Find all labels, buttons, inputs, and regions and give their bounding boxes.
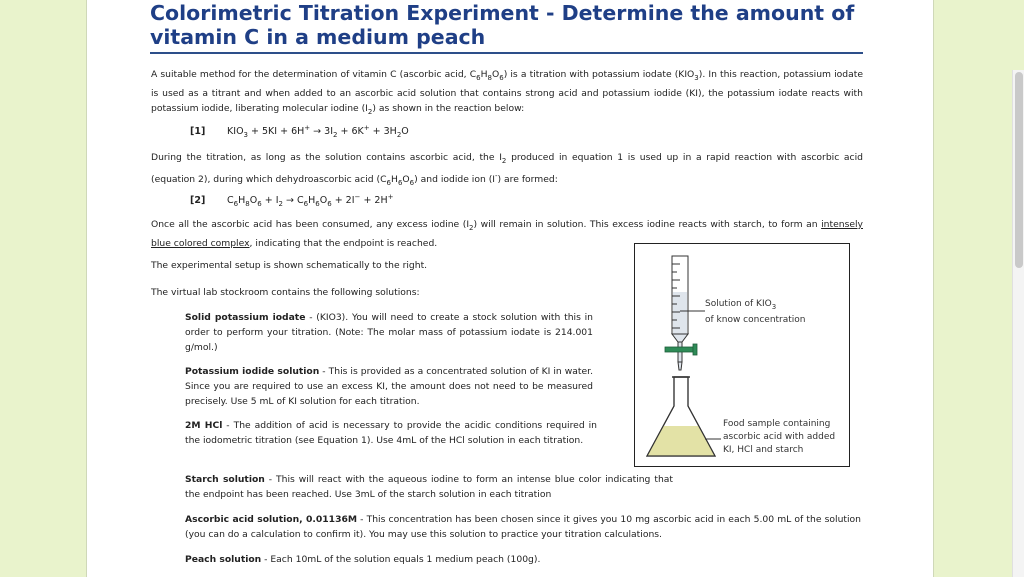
burette-icon xyxy=(672,256,688,370)
page-title: Colorimetric Titration Experiment - Determine the amount of vitamin C in a medium peach xyxy=(150,1,855,49)
titration-diagram xyxy=(634,243,850,467)
item-potassium-iodide: Potassium iodide solution - This is provided as a concentrated solution of KI in water. Since you are required to use an excess KI, the amount does not need to be measured precisely. Use 5 mL of KI solution for each titration. xyxy=(185,366,594,407)
setup-text: The experimental setup is shown schematically to the right. xyxy=(151,260,428,271)
item-hcl: 2M HCl - The addition of acid is necessary to provide the acidic conditions required in the iodometric titration (see Equation 1). Use 4mL of the HCl solution in each titration. xyxy=(185,420,597,446)
blue-complex-link[interactable]: intensely blue colored complex xyxy=(151,219,863,249)
equation-2: [2] $C_6H_8O_6 + I_2 \to C_6H_6O_6 + 2I^- + 2H^+$ xyxy=(190,193,394,209)
burette-label: Solution of $KIO_3$ of know concentration xyxy=(705,299,806,325)
item-peach-solution: Peach solution - Each 10mL of the solution equals 1 medium peach (100g). xyxy=(185,554,541,565)
item-ascorbic-acid: Ascorbic acid solution, 0.01136M - This concentration has been chosen since it gives you 10 mg ascorbic acid in each 5.00 mL of the solution (you can do a calculation to confirm it). You may use this solution to practice your titration calculations. xyxy=(185,514,861,540)
endpoint-paragraph: Once all the ascorbic acid has been consumed, any excess iodine $(I_2)$ will remain in solution. This excess iodine reacts with starch, to form an intensely blue colored complex, indicating that the endpoint is reached. xyxy=(151,219,863,249)
vertical-scrollbar[interactable] xyxy=(1012,70,1024,577)
title-divider xyxy=(150,52,863,54)
erlenmeyer-flask-icon xyxy=(647,377,715,456)
equation-1: [1] $KIO_3 + 5KI + 6H^+ \to 3I_2 + 6K^+ + 3H_2O$ xyxy=(190,124,409,140)
intro-paragraph: A suitable method for the determination of vitamin C (ascorbic acid, $C_6H_8O_6$) is a titration with potassium iodate $(KIO_3)$. In this reaction, potassium iodate is used as a titrant and when added to an ascorbic acid solution that contains strong acid and potassium iodide (KI), the potassium iodate reacts with potassium iodide, liberating molecular iodine $(I_2)$ as shown in the reaction below: xyxy=(151,69,863,116)
stockroom-text: The virtual lab stockroom contains the following solutions: xyxy=(151,287,420,298)
flask-label: Food sample containing ascorbic acid with added KI, HCl and starch xyxy=(723,419,836,455)
item-starch: Starch solution - This will react with the aqueous iodine to form an intense blue color indicating that the endpoint has been reached. Use 3mL of the starch solution in each titration xyxy=(185,474,673,500)
item-solid-potassium-iodate: Solid potassium iodate - (KIO3). You will need to create a stock solution with this in order to perform your titration. (Note: The molar mass of potassium iodate is 214.001 g/mol.) xyxy=(185,312,593,353)
titration-paragraph: During the titration, as long as the solution contains ascorbic acid, the $I_2$ produced in equation 1 is used up in a rapid reaction with ascorbic acid (equation 2), during which dehydroascorbic acid $(C_6H_6O_6)$ and iodide ion (I-) are formed: xyxy=(151,152,863,187)
scrollbar-thumb[interactable] xyxy=(1015,72,1023,268)
